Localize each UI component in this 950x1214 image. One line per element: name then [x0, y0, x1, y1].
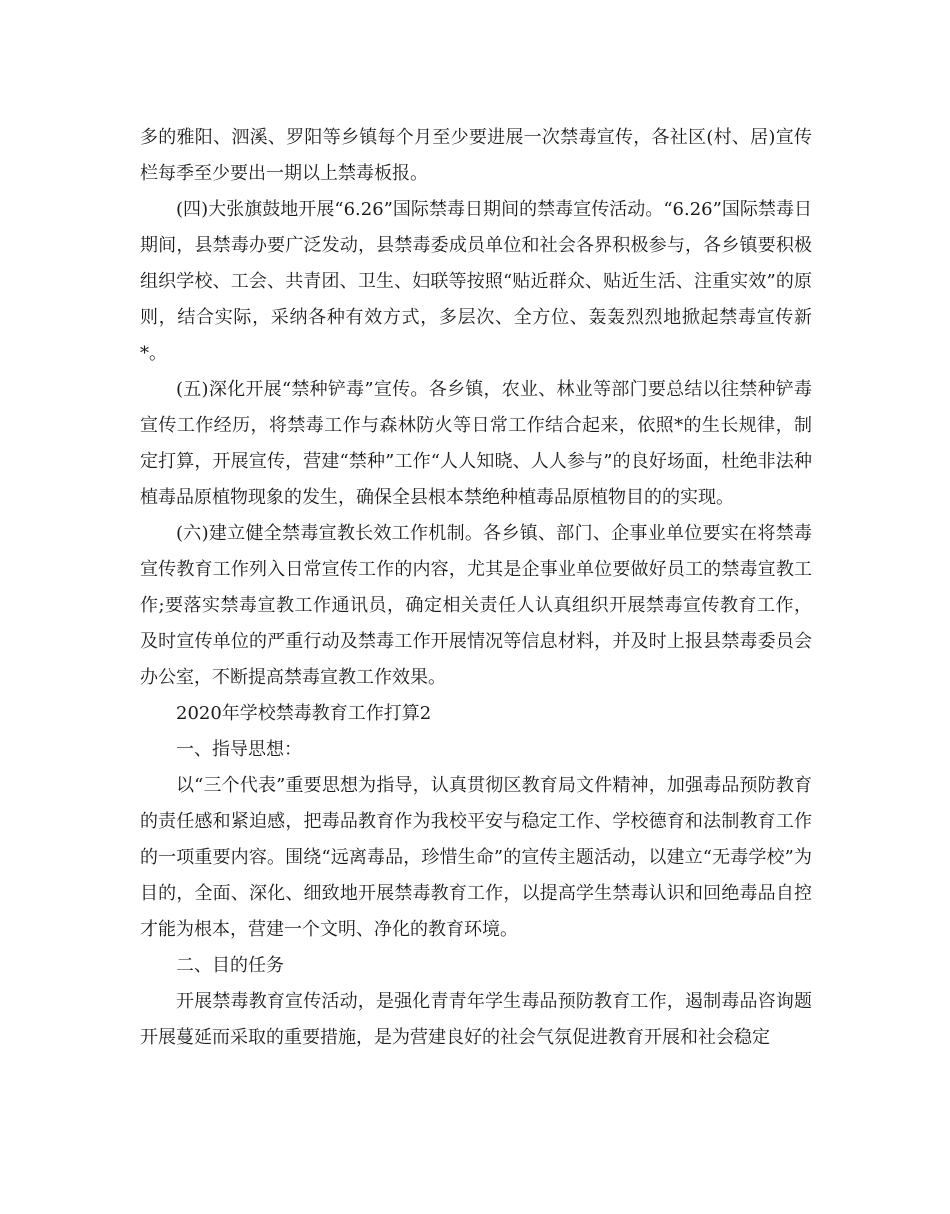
document-body [140, 120, 812, 1056]
paragraph-guiding-thought: 以“三个代表”重要思想为指导，认真贯彻区教育局文件精神，加强毒品预防教育的责任感和紧迫感，把毒品教育作为我校平安与稳定工作、学校德育和法制教育工作的一项重要内容。围绕“远离毒品，珍惜生命”的宣传主题活动，以建立“无毒学校”为目的，全面、深化、细致地开展禁毒教育工作，以提高学生禁毒认识和回绝毒品自控才能为根本，营建一个文明、净化的教育环境。 [140, 775, 812, 940]
heading-guiding-thought: 一、指导思想： [176, 739, 302, 760]
paragraph-1: 多的雅阳、泗溪、罗阳等乡镇每个月至少要进展一次禁毒宣传，各社区(村、居)宣传栏每季至少要出一期以上禁毒板报。 [140, 127, 812, 184]
paragraph-3: (五)深化开展“禁种铲毒”宣传。各乡镇，农业、林业等部门要总结以往禁种铲毒宣传工作经历，将禁毒工作与森林防火等日常工作结合起来，依照*的生长规律，制定打算，开展宣传，营建“禁种”工作“人人知晓、人人参与”的良好场面，杜绝非法种植毒品原植物现象的发生，确保全县根本禁绝种植毒品原植物目的的实现。 [140, 379, 812, 508]
section-heading-plan-2: 2020年学校禁毒教育工作打算2 [176, 703, 432, 724]
paragraph-4: (六)建立健全禁毒宣教长效工作机制。各乡镇、部门、企事业单位要实在将禁毒宣传教育工作列入日常宣传工作的内容，尤其是企事业单位要做好员工的禁毒宣教工作;要落实禁毒宣教工作通讯员，确定相关责任人认真组织开展禁毒宣传教育工作，及时宣传单位的严重行动及禁毒工作开展情况等信息材料，并及时上报县禁毒委员会办公室，不断提高禁毒宣教工作效果。 [140, 523, 812, 688]
heading-objectives: 二、目的任务 [176, 955, 284, 976]
paragraph-2: (四)大张旗鼓地开展“6.26”国际禁毒日期间的禁毒宣传活动。“6.26”国际禁毒日期间，县禁毒办要广泛发动，县禁毒委成员单位和社会各界积极参与，各乡镇要积极组织学校、工会、共青团、卫生、妇联等按照“贴近群众、贴近生活、注重实效”的原则，结合实际，采纳各种有效方式，多层次、全方位、轰轰烈烈地掀起禁毒宣传新*。 [140, 199, 812, 364]
paragraph-objectives: 开展禁毒教育宣传活动，是强化青青年学生毒品预防教育工作，遏制毒品咨询题开展蔓延而采取的重要措施，是为营建良好的社会气氛促进教育开展和社会稳定 [140, 991, 812, 1048]
